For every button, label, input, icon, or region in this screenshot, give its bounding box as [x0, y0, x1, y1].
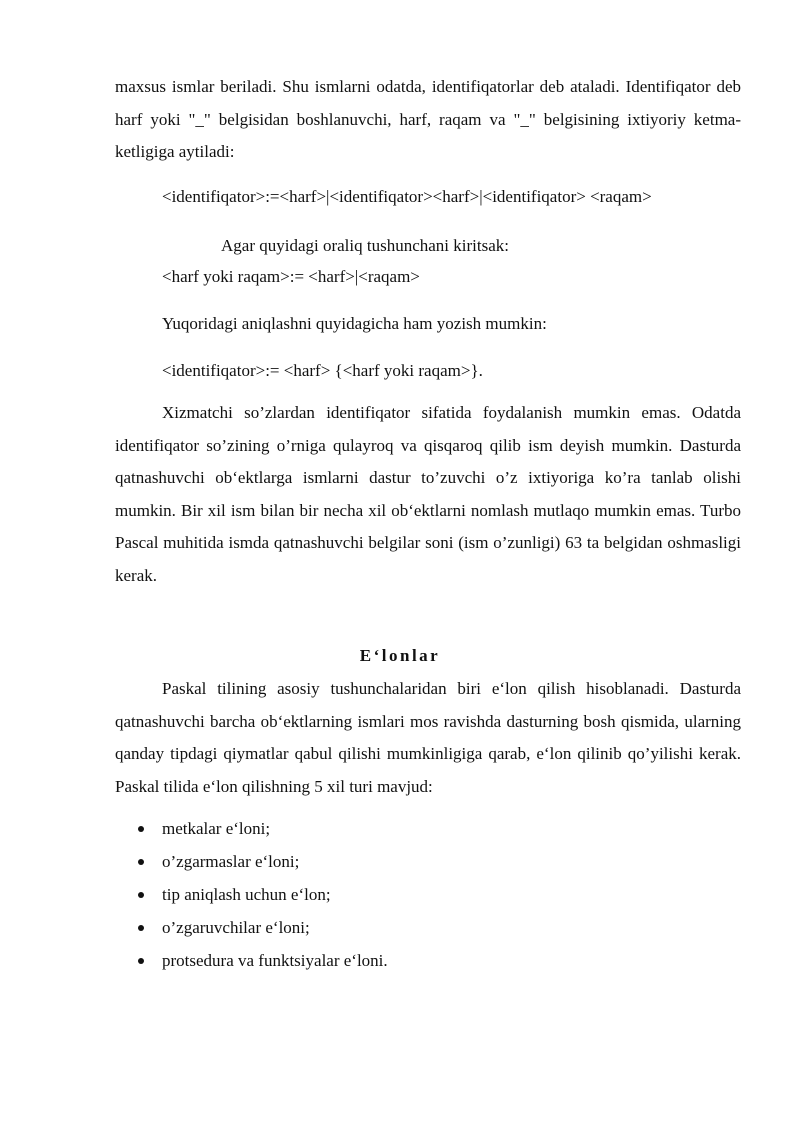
grammar-rule-letter-or-digit: <harf yoki raqam>:= <harf>|<raqam> — [162, 267, 420, 286]
paragraph-intermediate-note: Agar quyidagi oraliq tushunchani kiritsak: — [221, 236, 509, 255]
bullet-icon — [138, 958, 144, 964]
grammar-rule-identifier-short: <identifiqator>:= <harf> {<harf yoki raqam>}. — [162, 361, 483, 380]
paragraph-declarations: Paskal tilining asosiy tushunchalaridan biri e‘lon qilish hisoblanadi. Dasturda qatnashuvchi barcha ob‘ektlarning ismlari mos ravishda dasturning bosh qismida, ularning qanday tipdagi qiymatlar qabul qilishi mumkinligiga qarab, e‘lon qilinib qo’yilishi kerak. Paskal tilida e‘lon qilishning 5 xil turi mavjud: — [115, 679, 741, 796]
bullet-icon — [138, 892, 144, 898]
list-item: o’zgarmaslar e‘loni; — [138, 851, 388, 884]
list-item: o’zgaruvchilar e‘loni; — [138, 917, 388, 950]
paragraph-alternate-form: Yuqoridagi aniqlashni quyidagicha ham yozish mumkin: — [162, 314, 547, 333]
list-item: tip aniqlash uchun e‘lon; — [138, 884, 388, 917]
list-item: metkalar e‘loni; — [138, 818, 388, 851]
paragraph-reserved-words: Xizmatchi so’zlardan identifiqator sifatida foydalanish mumkin emas. Odatda identifiqator so’zining o’rniga qulayroq va qisqaroq qilib ism deyish mumkin. Dasturda qatnashuvchi ob‘ektlarga ismlarni dastur to’zuvchi o’z ixtiyoriga ko’ra tanlab olishi mumkin. Bir xil ism bilan bir necha xil ob‘ektlarni nomlash mutlaqo mumkin emas. Turbo Pascal muhitida ismda qatnashuvchi belgilar soni (ism o’zunligi) 63 ta belgidan oshmasligi kerak. — [115, 403, 741, 585]
list-item: protsedura va funktsiyalar e‘loni. — [138, 950, 388, 983]
bullet-icon — [138, 826, 144, 832]
section-heading: E‘lonlar — [359, 646, 441, 665]
bullet-icon — [138, 859, 144, 865]
bullet-icon — [138, 925, 144, 931]
paragraph-identifier-definition: maxsus ismlar beriladi. Shu ismlarni odatda, identifiqatorlar deb ataladi. Identifiqator deb harf yoki "_" belgisidan boshlanuvchi, harf, raqam va "_" belgisining ixtiyoriy ketma-ketligiga aytiladi: — [115, 77, 741, 161]
declaration-types-list — [138, 818, 388, 983]
grammar-rule-identifier: <identifiqator>:=<harf>|<identifiqator><harf>|<identifiqator> <raqam> — [162, 187, 652, 206]
